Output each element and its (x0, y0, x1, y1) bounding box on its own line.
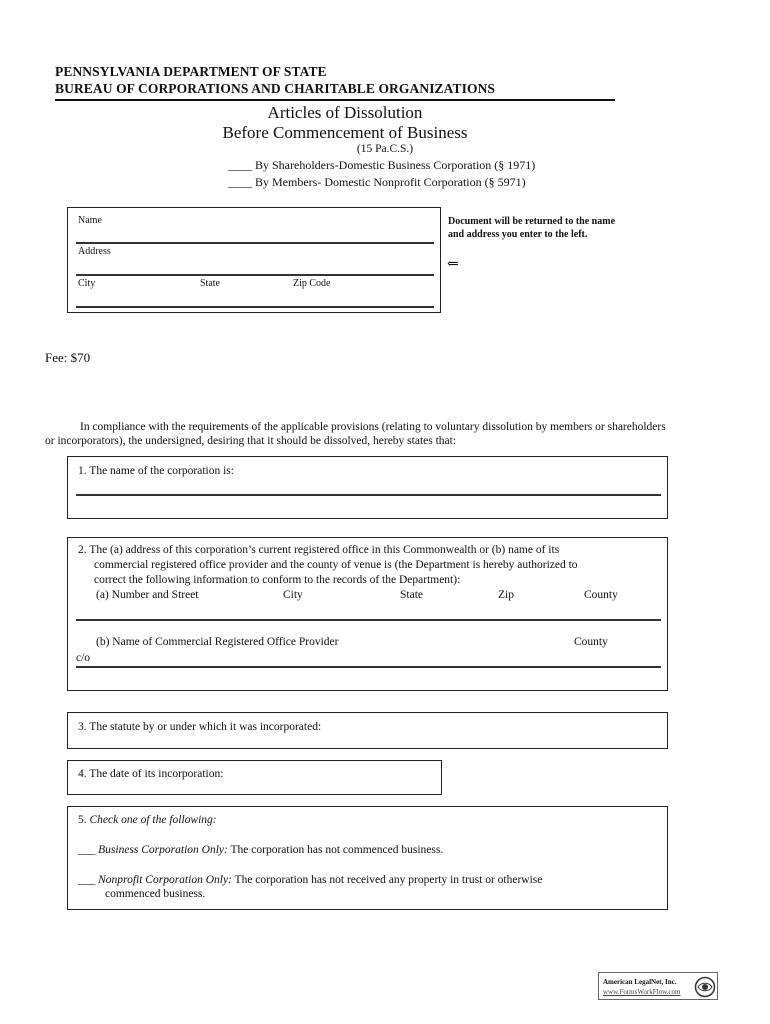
section-3-label: 3. The statute by or under which it was incorporated: (78, 721, 322, 733)
care-of-label: c/o (76, 652, 91, 664)
address-field[interactable] (76, 274, 434, 276)
return-address-box (67, 207, 441, 313)
section-1-label: 1. The name of the corporation is: (78, 465, 234, 477)
option-members[interactable]: ____ By Members- Domestic Nonprofit Corporation (§ 5971) (228, 175, 526, 189)
footer-url[interactable]: www.FormsWorkFlow.com (603, 988, 681, 996)
provider-county-label: County (574, 636, 608, 648)
col-state: State (400, 589, 423, 601)
option-1-blank[interactable]: ___ (78, 844, 96, 856)
intro-line-1: In compliance with the requirements of the applicable provisions (relating to voluntary dissolution by members or shareholders (80, 421, 666, 433)
city-label: City (78, 278, 96, 289)
footer-logo-box (598, 972, 718, 1000)
col-county: County (584, 589, 618, 601)
section-5-number: 5. (78, 814, 87, 826)
option-2-type: Nonprofit Corporation Only: (98, 874, 232, 886)
fee: Fee: $70 (45, 350, 91, 365)
section-5-label (78, 814, 217, 826)
option-2-blank[interactable]: ___ (78, 874, 96, 886)
name-label: Name (78, 215, 102, 226)
col-number-street: (a) Number and Street (96, 589, 199, 601)
col-city: City (283, 589, 303, 601)
section-4-label: 4. The date of its incorporation: (78, 768, 224, 780)
section-3-box (67, 712, 668, 749)
agency-title: PENNSYLVANIA DEPARTMENT OF STATE (55, 64, 327, 79)
statute-reference: (15 Pa.C.S.) (356, 143, 414, 155)
option-1-text: The corporation has not commenced business. (230, 844, 444, 856)
name-field[interactable] (76, 242, 434, 244)
option-nonprofit-corporation[interactable] (78, 874, 542, 886)
section-5-box (67, 806, 668, 910)
intro-line-2: or incorporators), the undersigned, desiring that it should be dissolved, hereby states that: (45, 435, 457, 447)
option-2-text: The corporation has not received any property in trust or otherwise (234, 874, 543, 886)
section-5-instruction: Check one of the following: (89, 814, 217, 826)
left-arrow-icon: ⇐ (447, 257, 459, 272)
option-shareholders[interactable]: ____ By Shareholders-Domestic Business Corporation (§ 1971) (228, 158, 536, 172)
globe-logo-icon (694, 976, 716, 998)
city-state-zip-field[interactable] (76, 306, 434, 308)
option-business-corporation[interactable] (78, 844, 443, 856)
provider-label: (b) Name of Commercial Registered Office Provider (96, 636, 339, 648)
address-label: Address (78, 246, 111, 257)
section-2-box (67, 537, 668, 691)
form-subtitle: Before Commencement of Business (222, 123, 468, 142)
zip-label: Zip Code (293, 278, 331, 289)
section-1-box (67, 456, 668, 519)
footer-brand: American LegalNet, Inc. (603, 978, 677, 986)
header-rule (55, 99, 615, 101)
state-label: State (200, 278, 220, 289)
return-note: Document will be returned to the name and address you enter to the left. (448, 216, 616, 240)
section-2-line-1: 2. The (a) address of this corporation’s current registered office in this Commonwealth or (b) name of its (78, 544, 560, 556)
col-zip: Zip (498, 589, 514, 601)
section-4-box (67, 760, 442, 795)
bureau-title: BUREAU OF CORPORATIONS AND CHARITABLE ORGANIZATIONS (55, 81, 496, 96)
registered-office-address-field[interactable] (76, 619, 661, 621)
corporation-name-field[interactable] (76, 494, 661, 496)
option-2-continuation: commenced business. (105, 888, 206, 900)
provider-name-field[interactable] (76, 666, 661, 668)
form-title: Articles of Dissolution (267, 103, 423, 122)
section-2-line-2: commercial registered office provider and the county of venue is (the Department is hereby authorized to (94, 559, 578, 571)
section-2-line-3: correct the following information to conform to the records of the Department): (94, 574, 461, 586)
option-1-type: Business Corporation Only: (98, 844, 228, 856)
